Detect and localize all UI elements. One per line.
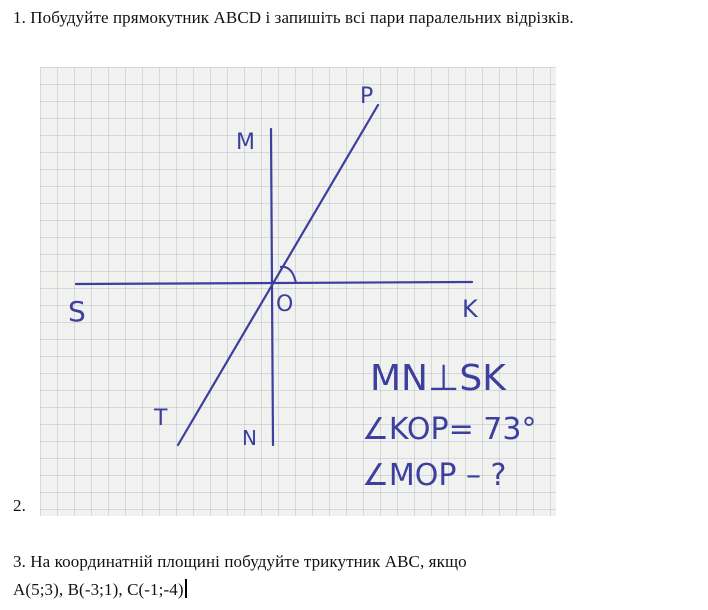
task-3-coordinates: A(5;3), B(-3;1), C(-1;-4) (13, 580, 184, 599)
task-2-number: 2. (13, 496, 26, 515)
task-3-text-line-1: 3. На координатній площині побудуйте трикутник ABC, якщо (13, 552, 467, 571)
given-angle-kop: ∠KOP= 73° (362, 412, 537, 447)
label-t: T (154, 406, 168, 431)
label-o: O (276, 292, 294, 317)
task-1-text: 1. Побудуйте прямокутник ABCD і запишіть всі пари паралельних відрізків. (13, 8, 574, 27)
geometry-drawing (40, 67, 556, 516)
label-k: K (462, 295, 478, 323)
text-cursor (185, 579, 187, 598)
label-s: S (68, 295, 86, 328)
label-n: N (242, 426, 257, 450)
handwritten-drawing-photo (40, 67, 556, 516)
line-tp (178, 105, 378, 445)
task-3-text-line-2[interactable] (13, 579, 187, 600)
question-angle-mop: ∠MOP – ? (362, 458, 507, 493)
given-perpendicular: MN⊥SK (370, 358, 506, 399)
label-p: P (360, 84, 374, 109)
label-m: M (236, 130, 255, 155)
